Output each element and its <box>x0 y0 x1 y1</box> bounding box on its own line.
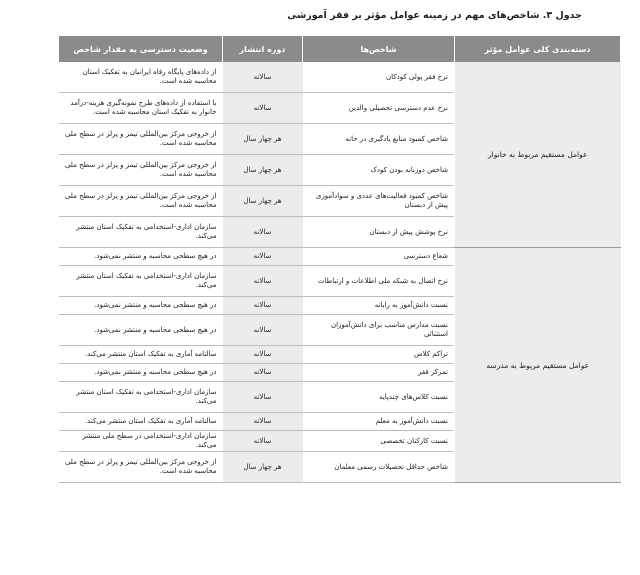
indicator-cell: نسبت کلاس‌های چندپایه <box>303 382 455 413</box>
indicator-cell: نسبت مدارس مناسب برای دانش‌آموزان استثنائی <box>303 315 455 346</box>
period-cell: هر چهار سال <box>223 124 303 155</box>
table-row <box>59 248 621 266</box>
indicator-cell: نسبت کارکنان تخصصی <box>303 431 455 452</box>
indicator-cell: شاخص دوزبانه بودن کودک <box>303 155 455 186</box>
status-cell: سازمان اداری-استخدامی در سطح ملی منتشر می‌کند. <box>59 431 223 452</box>
indicator-cell: شاخص حداقل تحصیلات رسمی معلمان <box>303 452 455 483</box>
category-household: عوامل مستقیم مربوط به خانوار <box>455 62 621 248</box>
period-cell: هر چهار سال <box>223 186 303 217</box>
status-cell: در هیچ سطحی محاسبه و منتشر نمی‌شود. <box>59 315 223 346</box>
status-cell: در هیچ سطحی محاسبه و منتشر نمی‌شود. <box>59 248 223 266</box>
indicator-cell: تمرکز فقر <box>303 364 455 382</box>
table-caption: جدول ۳. شاخص‌های مهم در زمینه عوامل مؤثر بر فقر آموزشی <box>287 10 582 21</box>
header-indicator: شاخص‌ها <box>303 36 455 62</box>
status-cell: از خروجی مرکز بین‌المللی تیمز و پرلز در سطح ملی محاسبه شده است. <box>59 186 223 217</box>
period-cell: سالانه <box>223 248 303 266</box>
header-row <box>59 36 621 62</box>
indicator-cell: شاخص کمبود منابع یادگیری در خانه <box>303 124 455 155</box>
period-cell: سالانه <box>223 266 303 297</box>
period-cell: سالانه <box>223 217 303 248</box>
period-cell: سالانه <box>223 297 303 315</box>
indicators-table <box>58 36 621 483</box>
status-cell: سالنامه آماری به تفکیک استان منتشر می‌کند. <box>59 346 223 364</box>
status-cell: سازمان اداری-استخدامی به تفکیک استان منتشر می‌کند. <box>59 266 223 297</box>
period-cell: سالانه <box>223 315 303 346</box>
indicator-cell: نسبت دانش‌آموز به رایانه <box>303 297 455 315</box>
category-school: عوامل مستقیم مربوط به مدرسه <box>455 248 621 483</box>
status-cell: سازمان اداری-استخدامی به تفکیک استان منتشر می‌کند. <box>59 382 223 413</box>
period-cell: سالانه <box>223 346 303 364</box>
status-cell: با استفاده از داده‌های طرح نمونه‌گیری هزینه-درآمد خانوار به تفکیک استان محاسبه شده است. <box>59 93 223 124</box>
indicator-cell: نرخ اتصال به شبکه ملی اطلاعات و ارتباطات <box>303 266 455 297</box>
header-period: دوره انتشار <box>223 36 303 62</box>
period-cell: سالانه <box>223 413 303 431</box>
status-cell: از خروجی مرکز بین‌المللی تیمز و پرلز در سطح ملی محاسبه شده است. <box>59 452 223 483</box>
header-status: وضعیت دسترسی به مقدار شاخص <box>59 36 223 62</box>
indicator-cell: نرخ پوشش پیش از دبستان <box>303 217 455 248</box>
status-cell: از خروجی مرکز بین‌المللی تیمز و پرلز در سطح ملی محاسبه شده است. <box>59 155 223 186</box>
period-cell: هر چهار سال <box>223 155 303 186</box>
period-cell: سالانه <box>223 364 303 382</box>
indicator-cell: نسبت دانش‌آموز به معلم <box>303 413 455 431</box>
header-category: دسته‌بندی کلی عوامل مؤثر <box>455 36 621 62</box>
period-cell: سالانه <box>223 62 303 93</box>
status-cell: از داده‌های پایگاه رفاه ایرانیان به تفکیک استان محاسبه شده است. <box>59 62 223 93</box>
indicator-cell: نرخ فقر پولی کودکان <box>303 62 455 93</box>
period-cell: سالانه <box>223 431 303 452</box>
table-row <box>59 62 621 93</box>
status-cell: در هیچ سطحی محاسبه و منتشر نمی‌شود. <box>59 364 223 382</box>
status-cell: از خروجی مرکز بین‌المللی تیمز و پرلز در سطح ملی محاسبه شده است. <box>59 124 223 155</box>
period-cell: هر چهار سال <box>223 452 303 483</box>
status-cell: در هیچ سطحی محاسبه و منتشر نمی‌شود. <box>59 297 223 315</box>
period-cell: سالانه <box>223 382 303 413</box>
indicator-cell: شاخص کمبود فعالیت‌های عددی و سوادآموزی پیش از دبستان <box>303 186 455 217</box>
indicator-cell: شعاع دسترسی <box>303 248 455 266</box>
status-cell: سازمان اداری-استخدامی به تفکیک استان منتشر می‌کند. <box>59 217 223 248</box>
status-cell: سالنامه آماری به تفکیک استان منتشر می‌کند. <box>59 413 223 431</box>
indicator-cell: تراکم کلاس <box>303 346 455 364</box>
indicator-cell: نرخ عدم دسترسی تحصیلی والدین <box>303 93 455 124</box>
period-cell: سالانه <box>223 93 303 124</box>
